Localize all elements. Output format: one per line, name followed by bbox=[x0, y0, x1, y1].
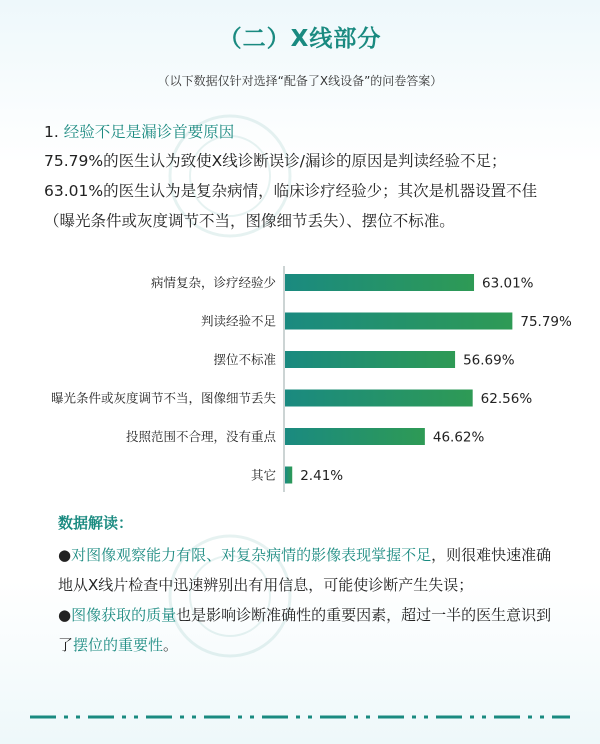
page-title: （二）X线部分 bbox=[218, 26, 382, 52]
value-label: 63.01% bbox=[482, 275, 534, 292]
page-subtitle: （以下数据仅针对选择“配备了X线设备”的问卷答案） bbox=[157, 74, 443, 88]
category-label: 病情复杂，诊疗经验少 bbox=[150, 275, 276, 290]
interpretation-point-1 bbox=[58, 540, 558, 600]
bullet-2: ● bbox=[58, 606, 72, 624]
section-summary: 75.79%的医生认为致使X线诊断误诊/漏诊的原因是判读经验不足；63.01%的医生认为是复杂病情，临床诊疗经验少；其次是机器设置不佳（曝光条件或灰度调节不当，图像细节丢失）、摆位不标准。 bbox=[44, 152, 538, 230]
bar bbox=[285, 274, 474, 291]
interpretation-text-2: 也是影响诊断准确性的重要因素，超过一半的医生意识到了 bbox=[58, 606, 552, 654]
interpretation-highlight-3: 摆位的重要性 bbox=[73, 636, 164, 654]
value-label: 62.56% bbox=[480, 391, 533, 407]
bar bbox=[285, 428, 425, 445]
category-label: 曝光条件或灰度调节不当，图像细节丢失 bbox=[50, 390, 276, 406]
interpretation-highlight-1: 对图像观察能力有限、对复杂病情的影像表现掌握不足 bbox=[71, 546, 432, 564]
interpretation-text-3: 。 bbox=[163, 636, 179, 654]
interpretation-highlight-2: 图像获取的质量 bbox=[71, 606, 177, 624]
bar-chart bbox=[0, 266, 600, 496]
value-label: 56.69% bbox=[463, 352, 515, 369]
bar bbox=[285, 467, 292, 484]
interpretation-body bbox=[58, 540, 558, 660]
footer-dash-divider bbox=[30, 712, 570, 722]
category-label: 摆位不标准 bbox=[213, 352, 276, 367]
interpretation-title: 数据解读： bbox=[58, 514, 134, 532]
section-heading bbox=[44, 120, 234, 142]
bar bbox=[285, 351, 455, 368]
value-label: 75.79% bbox=[520, 314, 572, 330]
interpretation-text-1: ，则很难快速准确地从X线片检查中迅速辨别出有用信息，可能使诊断产生失误； bbox=[58, 546, 552, 594]
section-heading-text: 经验不足是漏诊首要原因 bbox=[63, 123, 235, 141]
category-label: 投照范围不合理，没有重点 bbox=[125, 429, 276, 444]
bar bbox=[285, 313, 512, 330]
bullet-1: ● bbox=[58, 546, 72, 564]
value-label: 46.62% bbox=[432, 429, 485, 446]
interpretation-point-2 bbox=[58, 600, 558, 660]
section-number: 1. bbox=[44, 123, 59, 141]
value-label: 2.41% bbox=[300, 468, 344, 484]
category-label: 其它 bbox=[250, 467, 276, 483]
category-label: 判读经验不足 bbox=[200, 313, 276, 329]
bar bbox=[285, 390, 473, 407]
